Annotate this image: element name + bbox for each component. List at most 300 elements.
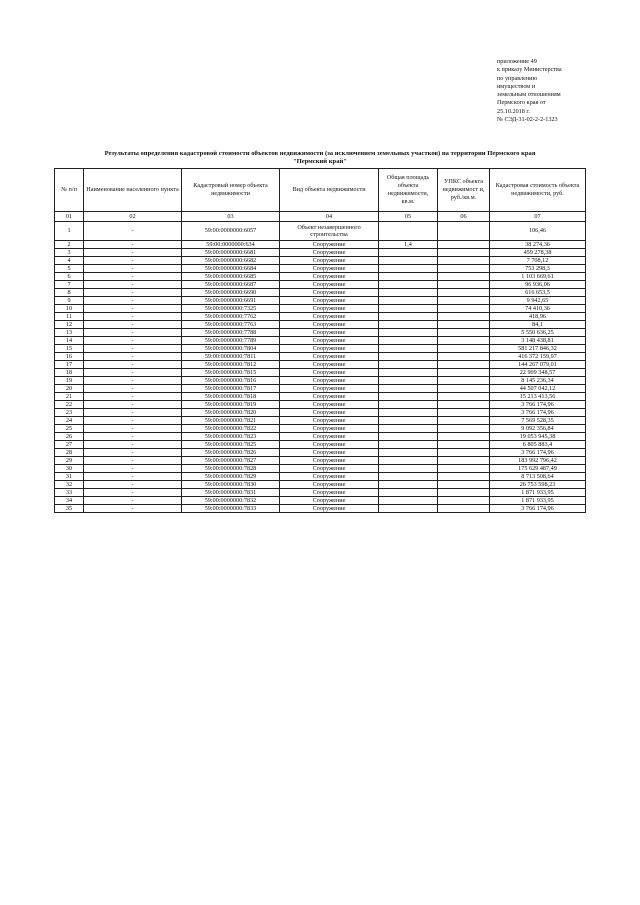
cell-object-type: Сооружение xyxy=(280,329,379,337)
cell-object-type: Сооружение xyxy=(280,473,379,481)
cell-cadastral-number: 59:00:0000000:6687 xyxy=(182,281,280,289)
cell-settlement: - xyxy=(84,457,182,465)
cell-settlement: - xyxy=(84,425,182,433)
cell-cadastral-number: 59:00:0000000:7818 xyxy=(182,393,280,401)
table-row xyxy=(55,457,586,465)
cell-row-number: 33 xyxy=(55,489,84,497)
cell-settlement: - xyxy=(84,361,182,369)
cell-cadastral-value: 6 805 883,4 xyxy=(490,441,586,449)
cell-upks xyxy=(438,465,490,473)
cell-area xyxy=(379,473,438,481)
cell-upks xyxy=(438,321,490,329)
cell-row-number: 9 xyxy=(55,297,84,305)
cell-area xyxy=(379,257,438,265)
cell-upks xyxy=(438,489,490,497)
cell-settlement: - xyxy=(84,401,182,409)
cell-object-type: Сооружение xyxy=(280,465,379,473)
cell-cadastral-value: 418,96 xyxy=(490,313,586,321)
table-row xyxy=(55,313,586,321)
cell-object-type: Сооружение xyxy=(280,265,379,273)
table-row xyxy=(55,273,586,281)
cell-settlement: - xyxy=(84,265,182,273)
cell-row-number: 11 xyxy=(55,313,84,321)
cell-cadastral-number: 59:00:0000000:7815 xyxy=(182,369,280,377)
cell-row-number: 4 xyxy=(55,257,84,265)
table-row xyxy=(55,249,586,257)
cell-settlement: - xyxy=(84,257,182,265)
cell-cadastral-value: 3 766 174,96 xyxy=(490,409,586,417)
cell-settlement: - xyxy=(84,505,182,513)
appendix-line: № СЭД-31-02-2-2-1323 xyxy=(497,116,558,124)
cell-cadastral-value: 3 766 174,96 xyxy=(490,401,586,409)
cell-upks xyxy=(438,441,490,449)
cell-upks xyxy=(438,433,490,441)
appendix-line: приложение 49 xyxy=(497,58,537,65)
cell-upks xyxy=(438,481,490,489)
cell-object-type: Сооружение xyxy=(280,377,379,385)
cell-upks xyxy=(438,409,490,417)
cell-area xyxy=(379,481,438,489)
table-row xyxy=(55,305,586,313)
table-row xyxy=(55,425,586,433)
cell-area xyxy=(379,297,438,305)
cell-settlement: - xyxy=(84,305,182,313)
table-row xyxy=(55,297,586,305)
appendix-line: имуществом и xyxy=(497,82,536,90)
cell-row-number: 20 xyxy=(55,385,84,393)
cell-row-number: 27 xyxy=(55,441,84,449)
cell-upks xyxy=(438,449,490,457)
header-settlement: Наименование населенного пункта xyxy=(84,169,182,212)
cell-cadastral-value: 22 909 348,57 xyxy=(490,369,586,377)
cell-object-type: Сооружение xyxy=(280,361,379,369)
cell-row-number: 13 xyxy=(55,329,84,337)
cell-upks xyxy=(438,222,490,241)
table-row xyxy=(55,473,586,481)
cell-cadastral-number: 59:00:0000000:6057 xyxy=(182,222,280,241)
table-row xyxy=(55,222,586,241)
cell-object-type: Сооружение xyxy=(280,409,379,417)
cell-cadastral-value: 84,1 xyxy=(490,321,586,329)
cell-cadastral-value: 3 766 174,96 xyxy=(490,449,586,457)
cell-area xyxy=(379,345,438,353)
cell-row-number: 30 xyxy=(55,465,84,473)
table-row xyxy=(55,401,586,409)
cell-upks xyxy=(438,401,490,409)
cell-cadastral-number: 59:00:0000000:7763 xyxy=(182,321,280,329)
cell-object-type: Сооружение xyxy=(280,273,379,281)
cell-cadastral-value: 3 148 438,81 xyxy=(490,337,586,345)
cell-area xyxy=(379,305,438,313)
cell-settlement: - xyxy=(84,481,182,489)
table-row xyxy=(55,289,586,297)
cell-settlement: - xyxy=(84,449,182,457)
header-cadastral-value: Кадастровая стоимость объекта недвижимости, руб. xyxy=(490,169,586,212)
table-row xyxy=(55,377,586,385)
appendix-line: к приказу Министерства xyxy=(497,66,562,74)
cell-cadastral-number: 59:00:0000000:7788 xyxy=(182,329,280,337)
table-row xyxy=(55,369,586,377)
cell-row-number: 3 xyxy=(55,249,84,257)
cell-area xyxy=(379,222,438,241)
cell-object-type: Сооружение xyxy=(280,249,379,257)
cell-settlement: - xyxy=(84,241,182,249)
cell-object-type: Сооружение xyxy=(280,497,379,505)
cell-row-number: 12 xyxy=(55,321,84,329)
cell-object-type: Сооружение xyxy=(280,257,379,265)
cell-upks xyxy=(438,313,490,321)
cell-cadastral-value: 15 213 413,56 xyxy=(490,393,586,401)
cell-area xyxy=(379,417,438,425)
table-row xyxy=(55,345,586,353)
cell-cadastral-number: 59:00:0000000:7789 xyxy=(182,337,280,345)
table-row xyxy=(55,241,586,249)
cell-area xyxy=(379,489,438,497)
cell-cadastral-number: 59:00:0000000:7811 xyxy=(182,353,280,361)
cell-cadastral-number: 59:00:0000000:7825 xyxy=(182,441,280,449)
cell-row-number: 5 xyxy=(55,265,84,273)
cell-settlement: - xyxy=(84,385,182,393)
cell-upks xyxy=(438,337,490,345)
cell-object-type: Сооружение xyxy=(280,433,379,441)
appendix-note xyxy=(497,58,632,124)
cell-upks xyxy=(438,369,490,377)
cell-area xyxy=(379,321,438,329)
cell-row-number: 21 xyxy=(55,393,84,401)
cell-area xyxy=(379,449,438,457)
cell-upks xyxy=(438,249,490,257)
cell-object-type: Сооружение xyxy=(280,313,379,321)
cell-row-number: 32 xyxy=(55,481,84,489)
cell-cadastral-number: 59:00:0000000:6684 xyxy=(182,265,280,273)
cell-object-type: Сооружение xyxy=(280,401,379,409)
cell-area xyxy=(379,281,438,289)
cell-row-number: 2 xyxy=(55,241,84,249)
cell-area xyxy=(379,441,438,449)
table-row xyxy=(55,505,586,513)
column-number: 04 xyxy=(280,212,379,222)
cell-upks xyxy=(438,497,490,505)
cell-cadastral-value: 44 507 042,12 xyxy=(490,385,586,393)
cell-area: 1,4 xyxy=(379,241,438,249)
cell-cadastral-number: 59:00:0000000:7823 xyxy=(182,433,280,441)
cell-cadastral-value: 8 145 236,34 xyxy=(490,377,586,385)
cell-area xyxy=(379,337,438,345)
cell-settlement: - xyxy=(84,393,182,401)
cell-object-type: Сооружение xyxy=(280,353,379,361)
table-row xyxy=(55,385,586,393)
table-row xyxy=(55,409,586,417)
header-upks: УПКС объекта недвижимост и, руб./кв.м. xyxy=(438,169,490,212)
table-row xyxy=(55,417,586,425)
column-number: 07 xyxy=(490,212,586,222)
cell-object-type: Сооружение xyxy=(280,425,379,433)
cell-cadastral-number: 59:00:0000000:7817 xyxy=(182,385,280,393)
cell-area xyxy=(379,329,438,337)
cell-object-type: Сооружение xyxy=(280,321,379,329)
column-number: 01 xyxy=(55,212,84,222)
cell-area xyxy=(379,457,438,465)
cell-cadastral-number: 59:00:0000000:7762 xyxy=(182,313,280,321)
table-row xyxy=(55,321,586,329)
table-row xyxy=(55,441,586,449)
cell-settlement: - xyxy=(84,273,182,281)
header-area: Общая площадь объекта недвижимости, кв.м. xyxy=(379,169,438,212)
cell-cadastral-value: 416 372 159,97 xyxy=(490,353,586,361)
cell-row-number: 7 xyxy=(55,281,84,289)
title-line-2: "Пермский край" xyxy=(293,158,347,166)
table-header-row xyxy=(55,169,586,212)
cell-cadastral-value: 183 992 796,42 xyxy=(490,457,586,465)
cell-area xyxy=(379,393,438,401)
cell-upks xyxy=(438,257,490,265)
table-row xyxy=(55,353,586,361)
cell-row-number: 25 xyxy=(55,425,84,433)
header-row-number: № п/п xyxy=(55,169,84,212)
cell-settlement: - xyxy=(84,281,182,289)
table-row xyxy=(55,337,586,345)
cell-object-type: Сооружение xyxy=(280,281,379,289)
cell-row-number: 23 xyxy=(55,409,84,417)
cell-cadastral-number: 59:00:0000000:7826 xyxy=(182,449,280,457)
cell-upks xyxy=(438,265,490,273)
cell-cadastral-value: 106,46 xyxy=(490,222,586,241)
cell-row-number: 29 xyxy=(55,457,84,465)
cell-upks xyxy=(438,353,490,361)
cell-settlement: - xyxy=(84,369,182,377)
cell-object-type: Сооружение xyxy=(280,417,379,425)
cell-settlement: - xyxy=(84,473,182,481)
cell-cadastral-number: 59:00:0000000:7833 xyxy=(182,505,280,513)
cell-object-type: Сооружение xyxy=(280,505,379,513)
cell-settlement: - xyxy=(84,377,182,385)
cell-object-type: Сооружение xyxy=(280,297,379,305)
cell-cadastral-value: 9 942,65 xyxy=(490,297,586,305)
cell-row-number: 34 xyxy=(55,497,84,505)
cell-settlement: - xyxy=(84,321,182,329)
cell-cadastral-value: 5 550 636,25 xyxy=(490,329,586,337)
title-line-1: Результаты определения кадастровой стоимости объектов недвижимости (за исключением земельных участков) на территории Пермского края xyxy=(104,150,536,157)
table-row xyxy=(55,433,586,441)
cell-upks xyxy=(438,361,490,369)
cell-upks xyxy=(438,241,490,249)
cell-row-number: 28 xyxy=(55,449,84,457)
cell-cadastral-number: 59:00:0000000:7819 xyxy=(182,401,280,409)
cell-cadastral-number: 59:00:0000000:7822 xyxy=(182,425,280,433)
cell-area xyxy=(379,465,438,473)
cell-object-type: Сооружение xyxy=(280,481,379,489)
table-row xyxy=(55,329,586,337)
table-row xyxy=(55,393,586,401)
cell-row-number: 6 xyxy=(55,273,84,281)
cell-cadastral-number: 59:00:0000000:6690 xyxy=(182,289,280,297)
cell-cadastral-number: 59:00:0000000:7821 xyxy=(182,417,280,425)
cell-cadastral-value: 19 053 945,38 xyxy=(490,433,586,441)
cell-area xyxy=(379,249,438,257)
cell-settlement: - xyxy=(84,465,182,473)
cell-object-type: Сооружение xyxy=(280,449,379,457)
cell-cadastral-number: 59:00:0000000:7830 xyxy=(182,481,280,489)
appendix-line: Пермского края от xyxy=(497,99,546,107)
cell-settlement: - xyxy=(84,313,182,321)
cell-row-number: 26 xyxy=(55,433,84,441)
cell-row-number: 31 xyxy=(55,473,84,481)
cell-object-type: Сооружение xyxy=(280,241,379,249)
cell-cadastral-number: 59:00:0000000:7829 xyxy=(182,473,280,481)
cell-area xyxy=(379,385,438,393)
cell-settlement: - xyxy=(84,345,182,353)
cell-cadastral-value: 175 629 487,49 xyxy=(490,465,586,473)
cell-row-number: 1 xyxy=(55,222,84,241)
document-title xyxy=(40,150,600,167)
cell-cadastral-value: 26 753 598,23 xyxy=(490,481,586,489)
cell-area xyxy=(379,361,438,369)
cell-cadastral-value: 1 103 669,61 xyxy=(490,273,586,281)
cell-row-number: 35 xyxy=(55,505,84,513)
cell-cadastral-value: 7 708,12 xyxy=(490,257,586,265)
cell-object-type: Сооружение xyxy=(280,393,379,401)
cell-cadastral-value: 8 713 508,64 xyxy=(490,473,586,481)
table-row xyxy=(55,489,586,497)
cell-row-number: 18 xyxy=(55,369,84,377)
cell-cadastral-number: 59:00:0000000:7820 xyxy=(182,409,280,417)
cell-upks xyxy=(438,297,490,305)
cell-area xyxy=(379,369,438,377)
cell-settlement: - xyxy=(84,222,182,241)
cell-upks xyxy=(438,305,490,313)
cell-upks xyxy=(438,425,490,433)
cell-settlement: - xyxy=(84,441,182,449)
cell-cadastral-value: 38 274,36 xyxy=(490,241,586,249)
table-row xyxy=(55,257,586,265)
cell-row-number: 19 xyxy=(55,377,84,385)
cell-upks xyxy=(438,345,490,353)
cell-upks xyxy=(438,385,490,393)
column-number: 02 xyxy=(84,212,182,222)
cell-cadastral-number: 59:00:0000000:7816 xyxy=(182,377,280,385)
cell-settlement: - xyxy=(84,497,182,505)
cell-row-number: 15 xyxy=(55,345,84,353)
cell-upks xyxy=(438,393,490,401)
cell-area xyxy=(379,313,438,321)
header-object-type: Вид объекта недвижимости xyxy=(280,169,379,212)
table-row xyxy=(55,265,586,273)
cell-settlement: - xyxy=(84,417,182,425)
appendix-line: по управлению xyxy=(497,74,538,82)
cell-settlement: - xyxy=(84,489,182,497)
cell-cadastral-value: 753 298,3 xyxy=(490,265,586,273)
cell-area xyxy=(379,289,438,297)
cell-settlement: - xyxy=(84,289,182,297)
header-cadastral-number: Кадастровый номер объекта недвижимости xyxy=(182,169,280,212)
table-row xyxy=(55,361,586,369)
cell-cadastral-value: 581 217 846,32 xyxy=(490,345,586,353)
cell-settlement: - xyxy=(84,329,182,337)
column-number: 06 xyxy=(438,212,490,222)
cell-object-type: Сооружение xyxy=(280,385,379,393)
cell-area xyxy=(379,433,438,441)
table-row xyxy=(55,481,586,489)
cell-cadastral-number: 59:00:0000000:7812 xyxy=(182,361,280,369)
cell-settlement: - xyxy=(84,297,182,305)
table-row xyxy=(55,449,586,457)
cell-cadastral-value: 7 569 528,35 xyxy=(490,417,586,425)
cell-upks xyxy=(438,417,490,425)
cell-cadastral-number: 59:00:0000000:7831 xyxy=(182,489,280,497)
cell-cadastral-number: 59:00:0000000:6691 xyxy=(182,297,280,305)
cell-cadastral-number: 59:00:0000000:6685 xyxy=(182,273,280,281)
cell-area xyxy=(379,353,438,361)
cadastral-value-table xyxy=(54,168,586,513)
cell-cadastral-value: 144 267 079,01 xyxy=(490,361,586,369)
cell-row-number: 17 xyxy=(55,361,84,369)
cell-row-number: 24 xyxy=(55,417,84,425)
cell-upks xyxy=(438,281,490,289)
cell-upks xyxy=(438,457,490,465)
cell-settlement: - xyxy=(84,409,182,417)
cell-cadastral-value: 616 653,5 xyxy=(490,289,586,297)
cell-cadastral-value: 1 871 933,95 xyxy=(490,489,586,497)
cell-object-type: Сооружение xyxy=(280,441,379,449)
cell-upks xyxy=(438,505,490,513)
cell-cadastral-number: 59:00:0000000:634 xyxy=(182,241,280,249)
cell-cadastral-number: 59:00:0000000:7832 xyxy=(182,497,280,505)
table-row xyxy=(55,465,586,473)
appendix-line: земельным отношениям xyxy=(497,91,561,99)
cell-row-number: 14 xyxy=(55,337,84,345)
cell-cadastral-value: 9 092 356,84 xyxy=(490,425,586,433)
cell-cadastral-value: 3 766 174,96 xyxy=(490,505,586,513)
cell-row-number: 16 xyxy=(55,353,84,361)
cell-row-number: 22 xyxy=(55,401,84,409)
cell-settlement: - xyxy=(84,353,182,361)
cell-cadastral-number: 59:00:0000000:7325 xyxy=(182,305,280,313)
cell-cadastral-number: 59:00:0000000:7827 xyxy=(182,457,280,465)
cell-upks xyxy=(438,329,490,337)
cell-area xyxy=(379,505,438,513)
cell-area xyxy=(379,401,438,409)
cell-area xyxy=(379,425,438,433)
column-number-row xyxy=(55,212,586,222)
cell-cadastral-value: 96 936,06 xyxy=(490,281,586,289)
cell-row-number: 8 xyxy=(55,289,84,297)
cell-settlement: - xyxy=(84,249,182,257)
cell-cadastral-value: 74 410,36 xyxy=(490,305,586,313)
appendix-line: 25.10.2018 г. xyxy=(497,107,530,115)
cell-cadastral-number: 59:00:0000000:6682 xyxy=(182,257,280,265)
cell-upks xyxy=(438,289,490,297)
cell-object-type: Сооружение xyxy=(280,489,379,497)
cell-settlement: - xyxy=(84,433,182,441)
cell-cadastral-number: 59:00:0000000:6681 xyxy=(182,249,280,257)
table-row xyxy=(55,497,586,505)
cell-cadastral-number: 59:00:0000000:7828 xyxy=(182,465,280,473)
table-row xyxy=(55,281,586,289)
cell-object-type: Сооружение xyxy=(280,369,379,377)
cell-object-type: Сооружение xyxy=(280,457,379,465)
column-number: 03 xyxy=(182,212,280,222)
cell-object-type: Сооружение xyxy=(280,345,379,353)
cell-upks xyxy=(438,473,490,481)
cell-object-type: Сооружение xyxy=(280,289,379,297)
cell-area xyxy=(379,265,438,273)
table-body xyxy=(55,222,586,513)
cell-upks xyxy=(438,377,490,385)
cell-object-type: Сооружение xyxy=(280,337,379,345)
cell-settlement: - xyxy=(84,337,182,345)
cell-cadastral-value: 459 278,38 xyxy=(490,249,586,257)
cell-area xyxy=(379,497,438,505)
